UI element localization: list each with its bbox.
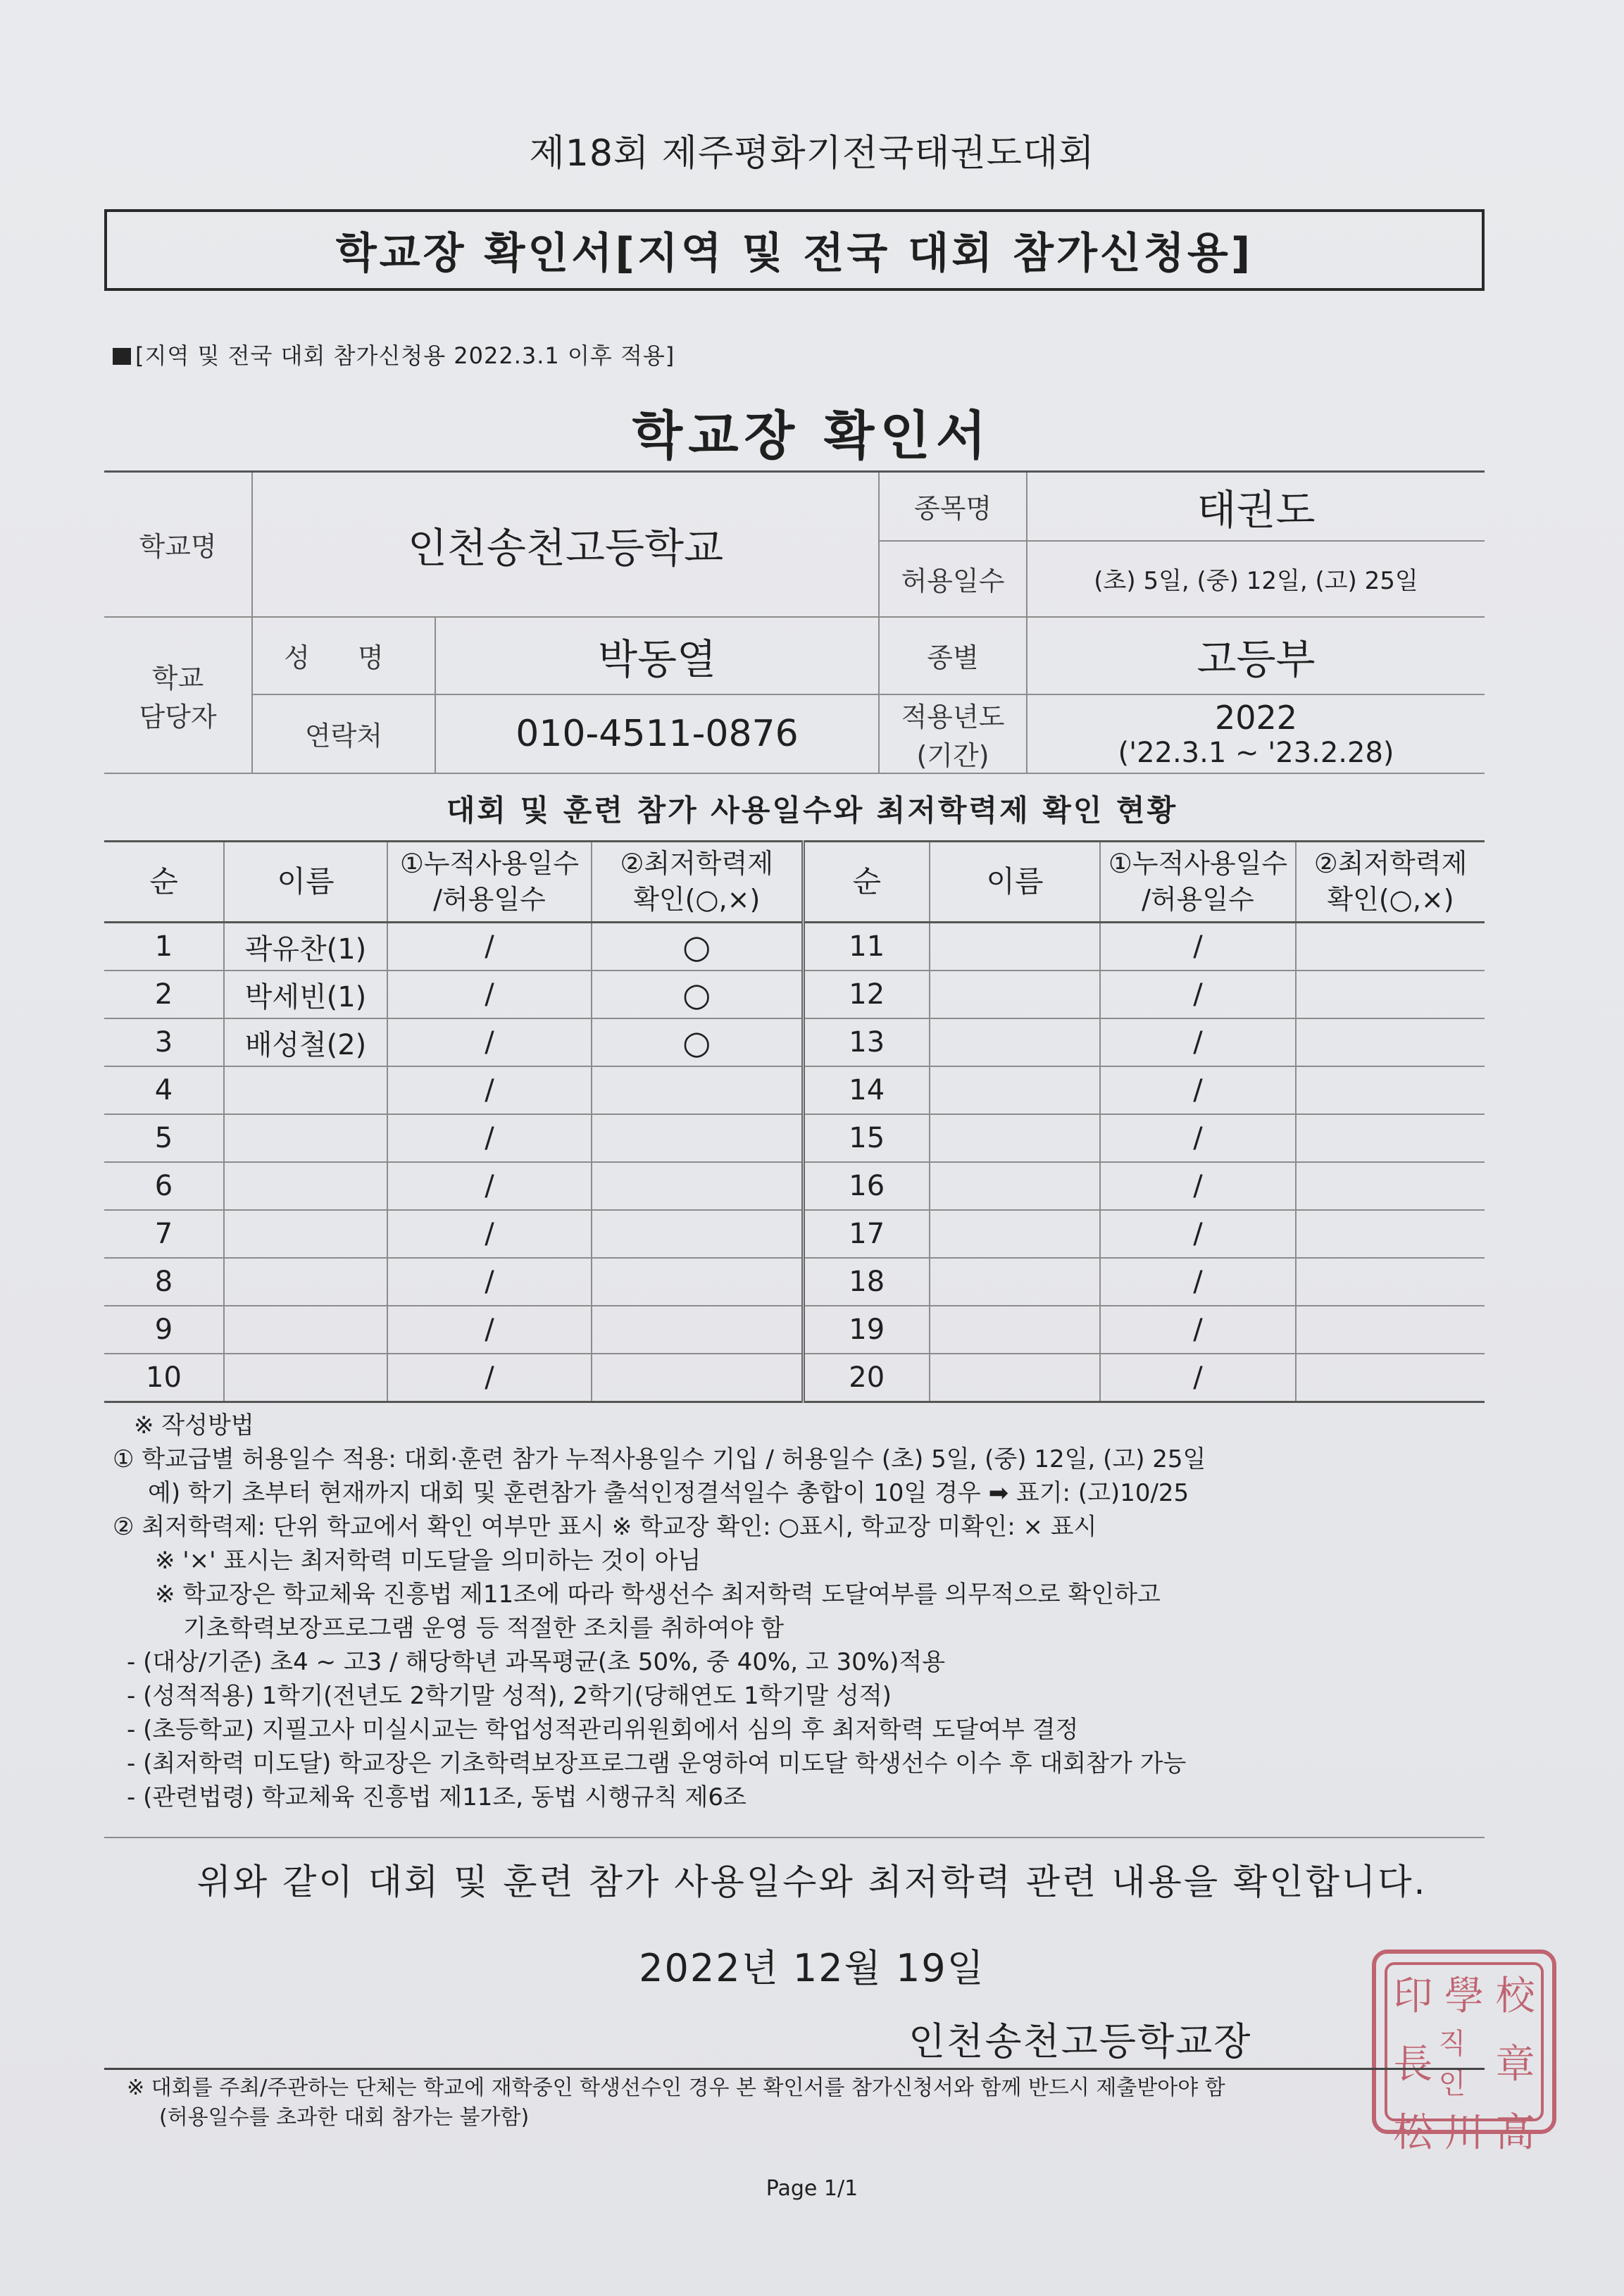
contact-name-value: 박동열: [435, 617, 879, 694]
confirmation-statement: 위와 같이 대회 및 훈련 참가 사용일수와 최저학력 관련 내용을 확인합니다.: [196, 1861, 1428, 1902]
table-row: [104, 1018, 1485, 1066]
min-academic-check: [1296, 1306, 1485, 1354]
header-check-line1: ②최저학력제: [620, 847, 774, 879]
student-name: [930, 1210, 1100, 1258]
row-number: 9: [104, 1306, 224, 1354]
applicable-year-value: [1027, 694, 1485, 773]
min-academic-check: [592, 1066, 803, 1114]
note-line: ② 최저학력제: 단위 학교에서 확인 여부만 표시 ※ 학교장 확인: ○표시, 학교장 미확인: × 표시: [113, 1513, 1097, 1541]
used-days: /: [387, 1066, 592, 1114]
used-days: /: [1100, 923, 1296, 971]
confirmation-date: 2022년 12월 19일: [639, 1946, 985, 1990]
event-title: 제18회 제주평화기전국태권도대회: [529, 132, 1095, 175]
document-title-box: [104, 209, 1485, 291]
student-name: [224, 1066, 387, 1114]
used-days: /: [387, 971, 592, 1018]
row-number: 4: [104, 1066, 224, 1114]
seal-pattern-icon: 印 學 校 長 직인 章 松 川 高: [1385, 1962, 1544, 2121]
school-contact-label-line1: 학교: [151, 662, 204, 694]
header-name-left: 이름: [224, 842, 387, 923]
note-line: - (관련법령) 학교체육 진흥법 제11조, 동법 시행규칙 제6조: [127, 1783, 747, 1811]
row-number: 8: [104, 1258, 224, 1306]
notes-heading: ※ 작성방법: [134, 1411, 254, 1440]
school-info-table: [104, 470, 1485, 774]
student-name: [224, 1306, 387, 1354]
note-line: - (초등학교) 지필고사 미실시교는 학업성적관리위원회에서 심의 후 최저학력 도달여부 결정: [127, 1716, 1079, 1744]
used-days: /: [387, 1258, 592, 1306]
participation-status-table: [104, 840, 1485, 1403]
min-academic-check: [1296, 1066, 1485, 1114]
applicable-year-label-line1: 적용년도: [901, 701, 1005, 732]
used-days: /: [387, 1354, 592, 1402]
student-name: [930, 1354, 1100, 1402]
min-academic-check: [1296, 1114, 1485, 1162]
student-name: [224, 1354, 387, 1402]
principal-signature-name: 인천송천고등학교장: [908, 2019, 1252, 2064]
note-line: - (최저학력 미도달) 학교장은 기초학력보장프로그램 운영하여 미도달 학생선수 이수 후 대회참가 가능: [127, 1749, 1187, 1778]
used-days: /: [387, 1210, 592, 1258]
min-academic-check: [592, 1258, 803, 1306]
row-number: 5: [104, 1114, 224, 1162]
used-days: /: [1100, 1210, 1296, 1258]
application-notice: [113, 338, 675, 370]
applicable-period: ('22.3.1 ~ '23.2.28): [1118, 736, 1394, 769]
student-name: [224, 1258, 387, 1306]
min-academic-check: [592, 1354, 803, 1402]
footer-note-line2: (허용일수를 초과한 대회 참가는 불가함): [159, 2105, 530, 2130]
min-academic-check: [1296, 1018, 1485, 1066]
footer-note-line1: ※ 대회를 주최/주관하는 단체는 학교에 재학중인 학생선수인 경우 본 확인서를 참가신청서와 함께 반드시 제출받아야 함: [127, 2076, 1225, 2100]
min-academic-check: [592, 1162, 803, 1210]
student-name: [930, 1162, 1100, 1210]
used-days: /: [1100, 1258, 1296, 1306]
header-check-right: [1296, 842, 1485, 923]
student-name: [224, 1114, 387, 1162]
row-number: 18: [803, 1258, 930, 1306]
used-days: /: [387, 1306, 592, 1354]
header-days-line2: /허용일수: [1142, 884, 1254, 915]
min-academic-check: [1296, 1162, 1485, 1210]
table-row: [104, 1258, 1485, 1306]
student-name: [930, 1258, 1100, 1306]
header-days-line1: ①누적사용일수: [1108, 847, 1288, 879]
table-row: [104, 971, 1485, 1018]
note-line: 기초학력보장프로그램 운영 등 적절한 조치를 취하여야 함: [183, 1614, 785, 1642]
table-row: [104, 1354, 1485, 1402]
student-name: [930, 1066, 1100, 1114]
status-title: 대회 및 훈련 참가 사용일수와 최저학력제 확인 현황: [446, 793, 1178, 828]
row-number: 10: [104, 1354, 224, 1402]
student-name: 배성철(2): [224, 1018, 387, 1066]
row-number: 15: [803, 1114, 930, 1162]
used-days: /: [1100, 1066, 1296, 1114]
note-line: - (대상/기준) 초4 ~ 고3 / 해당학년 과목평균(초 50%, 중 40%, 고 30%)적용: [127, 1648, 946, 1676]
division-value: 고등부: [1027, 617, 1485, 694]
row-number: 13: [803, 1018, 930, 1066]
applicable-year: 2022: [1214, 698, 1298, 737]
note-line: ※ 학교장은 학교체육 진흥법 제11조에 따라 학생선수 최저학력 도달여부를 의무적으로 확인하고: [155, 1580, 1161, 1609]
min-academic-check: [592, 1210, 803, 1258]
row-number: 19: [803, 1306, 930, 1354]
min-academic-check: ○: [592, 1018, 803, 1066]
min-academic-check: [592, 1306, 803, 1354]
student-name: [930, 1018, 1100, 1066]
school-contact-label-line2: 담당자: [139, 701, 217, 732]
header-check-left: [592, 842, 803, 923]
row-number: 16: [803, 1162, 930, 1210]
used-days: /: [387, 1162, 592, 1210]
used-days: /: [1100, 1306, 1296, 1354]
square-bullet-icon: [113, 348, 131, 365]
student-name: [224, 1162, 387, 1210]
student-name: 박세빈(1): [224, 971, 387, 1018]
row-number: 7: [104, 1210, 224, 1258]
table-row: [104, 1066, 1485, 1114]
min-academic-check: [1296, 1258, 1485, 1306]
applicable-year-label-line2: (기간): [916, 740, 989, 771]
school-name-value: 인천송천고등학교: [252, 472, 879, 617]
phone-label: 연락처: [252, 694, 435, 773]
table-row: [104, 1162, 1485, 1210]
sport-label: 종목명: [879, 472, 1027, 541]
row-number: 20: [803, 1354, 930, 1402]
student-name: [930, 923, 1100, 971]
header-days-right: [1100, 842, 1296, 923]
footer-note: [127, 2073, 1465, 2133]
school-contact-label: [104, 617, 252, 773]
phone-value: 010-4511-0876: [435, 694, 879, 773]
min-academic-check: ○: [592, 971, 803, 1018]
allowed-days-value: (초) 5일, (중) 12일, (고) 25일: [1027, 541, 1485, 617]
row-number: 12: [803, 971, 930, 1018]
notes-divider: [104, 1837, 1485, 1838]
student-name: [930, 1114, 1100, 1162]
used-days: /: [1100, 1162, 1296, 1210]
used-days: /: [387, 1018, 592, 1066]
division-label: 종별: [879, 617, 1027, 694]
contact-name-label: 성 명: [252, 617, 435, 694]
header-check-line1: ②최저학력제: [1313, 847, 1468, 879]
header-days-line2: /허용일수: [433, 884, 546, 915]
used-days: /: [1100, 1114, 1296, 1162]
min-academic-check: [1296, 923, 1485, 971]
used-days: /: [387, 1114, 592, 1162]
school-name-label: 학교명: [104, 472, 252, 617]
row-number: 11: [803, 923, 930, 971]
allowed-days-label: 허용일수: [879, 541, 1027, 617]
note-line: ① 학교급별 허용일수 적용: 대회·훈련 참가 누적사용일수 기입 / 허용일수 (초) 5일, (중) 12일, (고) 25일: [113, 1445, 1206, 1473]
note-line: 예) 학기 초부터 현재까지 대회 및 훈련참가 출석인정결석일수 총합이 10일 경우 ➡ 표기: (고)10/25: [148, 1479, 1189, 1507]
table-row: [104, 1306, 1485, 1354]
table-row: [104, 923, 1485, 971]
header-days-line1: ①누적사용일수: [399, 847, 580, 879]
status-header-row: [104, 842, 1485, 923]
used-days: /: [1100, 1018, 1296, 1066]
row-number: 3: [104, 1018, 224, 1066]
min-academic-check: [592, 1114, 803, 1162]
row-number: 2: [104, 971, 224, 1018]
page-number: Page 1/1: [766, 2176, 858, 2201]
form-title: 학교장 확인서: [632, 406, 992, 466]
min-academic-check: [1296, 971, 1485, 1018]
note-line: ※ '×' 표시는 최저학력 미도달을 의미하는 것이 아님: [155, 1547, 701, 1575]
sport-value: 태권도: [1027, 472, 1485, 541]
applicable-year-label: [879, 694, 1027, 773]
table-row: [104, 1210, 1485, 1258]
header-name-right: 이름: [930, 842, 1100, 923]
student-name: 곽유찬(1): [224, 923, 387, 971]
student-name: [224, 1210, 387, 1258]
header-days-left: [387, 842, 592, 923]
min-academic-check: [1296, 1354, 1485, 1402]
application-notice-text: [지역 및 전국 대회 참가신청용 2022.3.1 이후 적용]: [135, 342, 675, 369]
min-academic-check: [1296, 1210, 1485, 1258]
header-check-line2: 확인(○,×): [633, 884, 761, 915]
row-number: 17: [803, 1210, 930, 1258]
document-title: 학교장 확인서[지역 및 전국 대회 참가신청용]: [335, 229, 1254, 278]
table-row: [104, 1114, 1485, 1162]
header-check-line2: 확인(○,×): [1327, 884, 1454, 915]
seal-text: 직인: [1438, 2028, 1466, 2100]
header-no-right: 순: [803, 842, 930, 923]
row-number: 14: [803, 1066, 930, 1114]
writing-instructions: [113, 1409, 1514, 1814]
used-days: /: [1100, 971, 1296, 1018]
student-name: [930, 971, 1100, 1018]
student-name: [930, 1306, 1100, 1354]
used-days: /: [387, 923, 592, 971]
footer-divider: [104, 2068, 1485, 2070]
row-number: 6: [104, 1162, 224, 1210]
used-days: /: [1100, 1354, 1296, 1402]
min-academic-check: ○: [592, 923, 803, 971]
note-line: - (성적적용) 1학기(전년도 2학기말 성적), 2학기(당해연도 1학기말 성적): [127, 1682, 892, 1710]
header-no-left: 순: [104, 842, 224, 923]
row-number: 1: [104, 923, 224, 971]
